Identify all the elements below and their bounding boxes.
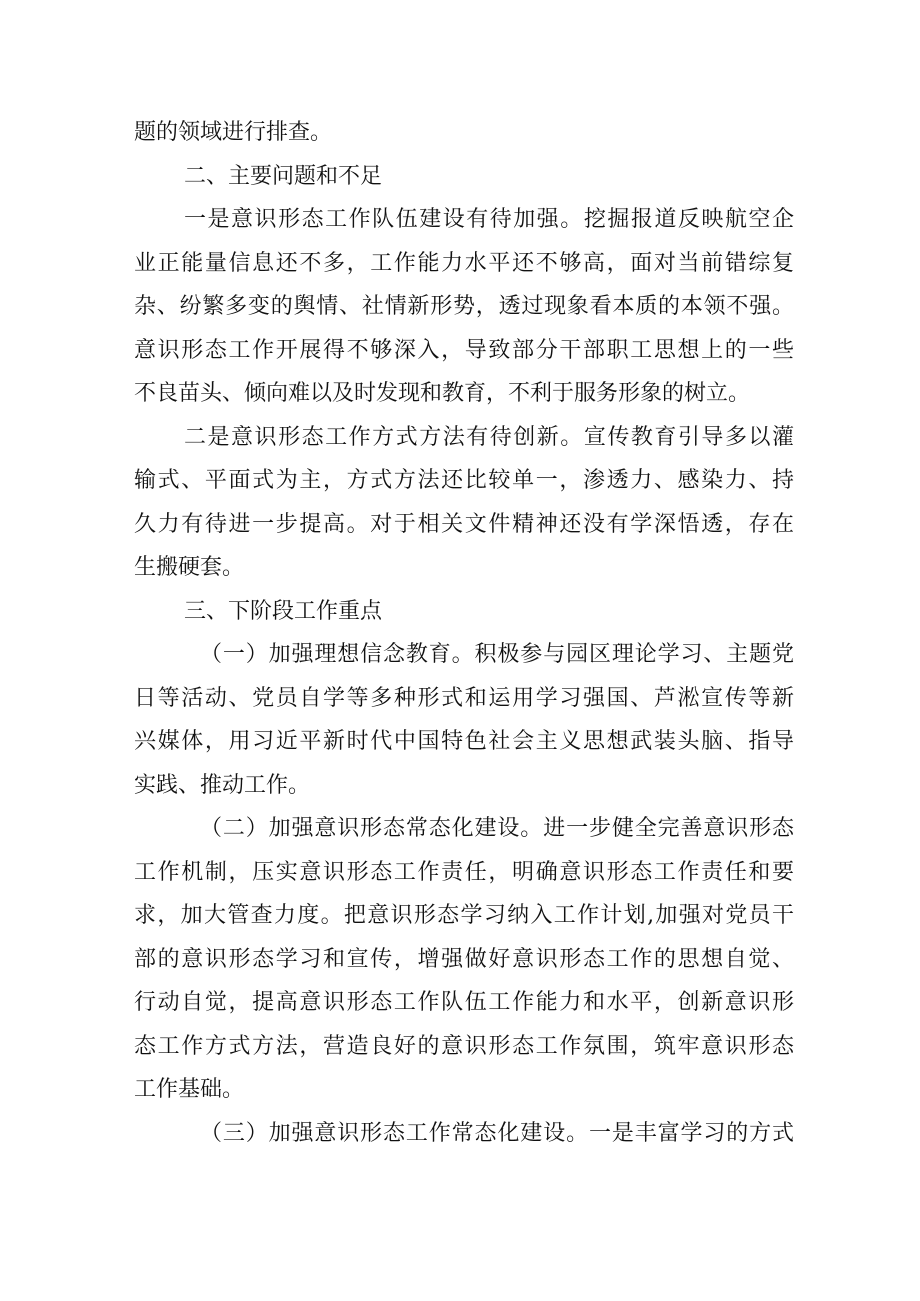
text-line: 求，加大管查力度。把意识形态学习纳入工作计划,加强对党员干 bbox=[134, 903, 794, 928]
section-heading: 二、主要问题和不足 bbox=[184, 163, 383, 189]
paragraph-first-line: （一）加强理想信念教育。积极参与园区理论学习、主题党 bbox=[200, 642, 794, 667]
text-line: 输式、平面式为主，方式方法还比较单一，渗透力、感染力、持 bbox=[134, 468, 794, 493]
text-line: 日等活动、党员自学等多种形式和运用学习强国、芦淞宣传等新 bbox=[134, 685, 794, 711]
text-line: 兴媒体，用习近平新时代中国特色社会主义思想武装头脑、指导 bbox=[134, 729, 794, 754]
text-line: 工作机制，压实意识形态工作责任，明确意识形态工作责任和要 bbox=[134, 859, 794, 885]
text-line: 意识形态工作开展得不够深入，导致部分干部职工思想上的一些 bbox=[134, 337, 794, 363]
paragraph-last-line: 不良苗头、倾向难以及时发现和教育，不利于服务形象的树立。 bbox=[134, 381, 751, 406]
paragraph-first-line: （二）加强意识形态常态化建设。进一步健全完善意识形态 bbox=[200, 816, 794, 841]
text-line: 态工作方式方法，营造良好的意识形态工作氛围，筑牢意识形态 bbox=[134, 1033, 794, 1059]
paragraph-first-line: 二是意识形态工作方式方法有待创新。宣传教育引导多以灌 bbox=[184, 424, 794, 450]
text-line: 题的领域进行排查。 bbox=[134, 120, 333, 145]
text-line: 杂、纷繁多变的舆情、社情新形势，透过现象看本质的本领不强。 bbox=[134, 294, 794, 319]
paragraph-last-line: 生搬硬套。 bbox=[134, 555, 245, 580]
paragraph-first-line: 一是意识形态工作队伍建设有待加强。挖掘报道反映航空企 bbox=[184, 207, 794, 232]
paragraph-last-line: 工作基础。 bbox=[134, 1077, 245, 1102]
paragraph-last-line: 实践、推动工作。 bbox=[134, 772, 311, 798]
section-heading: 三、下阶段工作重点 bbox=[184, 598, 383, 624]
text-line: 部的意识形态学习和宣传，增强做好意识形态工作的思想自觉、 bbox=[134, 946, 794, 972]
text-line: 业正能量信息还不多，工作能力水平还不够高，面对当前错综复 bbox=[134, 250, 794, 276]
document-body bbox=[134, 111, 794, 1155]
text-line: 行动自觉，提高意识形态工作队伍工作能力和水平，创新意识形 bbox=[134, 990, 794, 1015]
paragraph-first-line: （三）加强意识形态工作常态化建设。一是丰富学习的方式 bbox=[200, 1120, 794, 1146]
text-line: 久力有待进一步提高。对于相关文件精神还没有学深悟透，存在 bbox=[134, 511, 794, 537]
